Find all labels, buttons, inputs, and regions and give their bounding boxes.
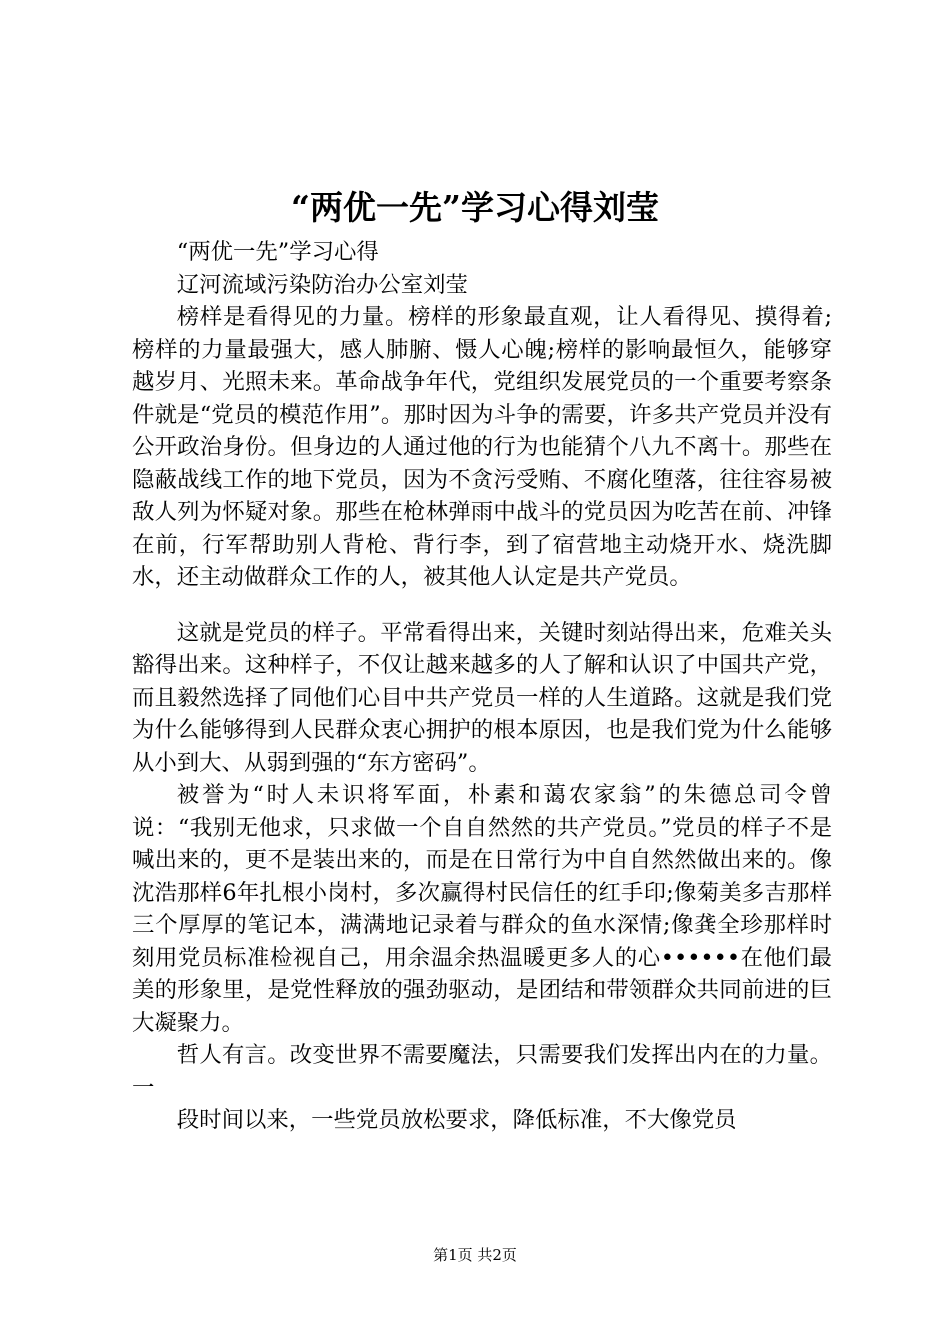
page-footer: 第1页 共2页 (433, 1246, 517, 1264)
document-title: “两优一先”学习心得刘莹 (291, 188, 659, 227)
body-paragraph: 榜样是看得见的力量。榜样的形象最直观，让人看得见、摸得着;榜样的力量最强大，感人肺腑、慑人心魄;榜样的影响最恒久，能够穿越岁月、光照未来。革命战争年代，党组织发展党员的一个重要考察条件就是“党员的模范作用”。那时因为斗争的需要，许多共产党员并没有公开政治身份。但身边的人通过他的行为也能猜个八九不离十。那些在隐蔽战线工作的地下党员，因为不贪污受贿、不腐化堕落，往往容易被敌人列为怀疑对象。那些在枪林弹雨中战斗的党员因为吃苦在前、冲锋在前，行军帮助别人背枪、背行李，到了宿营地主动烧开水、烧洗脚水，还主动做群众工作的人，被其他人认定是共产党员。 (132, 304, 832, 590)
subtitle-paragraph: “两优一先”学习心得 (176, 239, 379, 265)
body-paragraph: 这就是党员的样子。平常看得出来，关键时刻站得出来，危难关头豁得出来。这种样子，不仅让越来越多的人了解和认识了中国共产党，而且毅然选择了同他们心目中共产党员一样的人生道路。这就是我们党为什么能够得到人民群众衷心拥护的根本原因，也是我们党为什么能够从小到大、从弱到强的“东方密码”。 (132, 619, 832, 776)
author-paragraph: 辽河流域污染防治办公室刘莹 (176, 271, 468, 298)
body-paragraph: 被誉为“时人未识将军面，朴素和蔼农家翁”的朱德总司令曾说：“我别无他求，只求做一个自自然然的共产党员。”党员的样子不是喊出来的，更不是装出来的，而是在日常行为中自自然然做出来的。像沈浩那样6年扎根小岗村，多次赢得村民信任的红手印;像菊美多吉那样三个厚厚的笔记本，满满地记录着与群众的鱼水深情;像龚全珍那样时刻用党员标准检视自己，用余温余热温暖更多人的心••••••在他们最美的形象里，是党性释放的强劲驱动，是团结和带领群众共同前进的巨大凝聚力。 (132, 782, 832, 1036)
body-paragraph: 哲人有言。改变世界不需要魔法，只需要我们发挥出内在的力量。一 (132, 1042, 832, 1101)
body-paragraph: 段时间以来，一些党员放松要求，降低标准，不大像党员 (176, 1107, 737, 1133)
document-body (132, 236, 832, 1137)
